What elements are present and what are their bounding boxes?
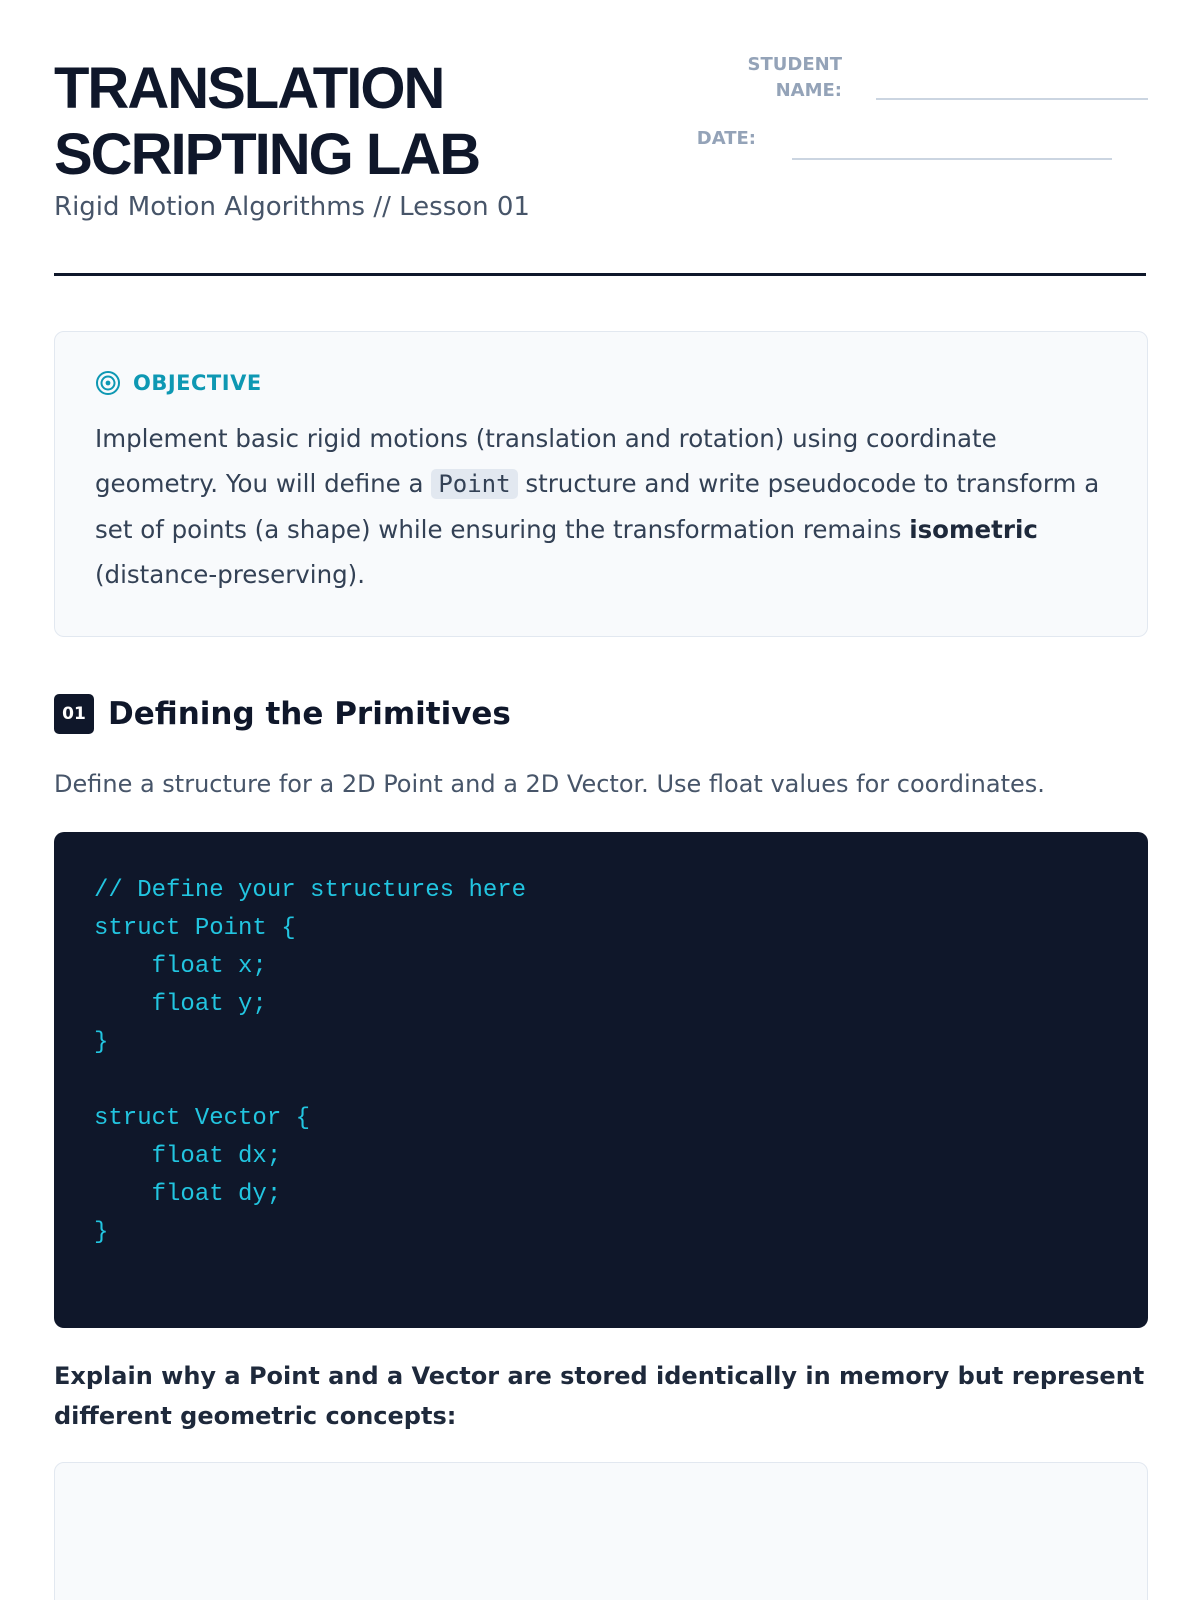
code-editor[interactable] (54, 832, 1148, 1328)
objective-box (54, 331, 1148, 637)
date-label: DATE: (696, 128, 756, 149)
objective-text (95, 416, 1107, 597)
objective-text-part-2: structure and write pseudocode to transform a set of points (a shape) while ensuring the transformation remains (95, 469, 1100, 544)
student-name-label-line-1: STUDENT (747, 54, 842, 75)
page-subtitle: Rigid Motion Algorithms // Lesson 01 (54, 192, 530, 222)
point-code-term: Point (431, 469, 517, 499)
objective-heading-text: OBJECTIVE (133, 371, 262, 395)
objective-text-part-3: (distance-preserving). (95, 560, 366, 589)
question-prompt: Explain why a Point and a Vector are stored identically in memory but represent different geometric concepts: (54, 1362, 1145, 1430)
section-description: Define a structure for a 2D Point and a 2D Vector. Use float values for coordinates. (54, 770, 1045, 798)
target-icon (95, 370, 121, 396)
section-title: Defining the Primitives (108, 696, 511, 732)
student-name-field[interactable] (876, 98, 1148, 100)
title-line-1: TRANSLATION (54, 56, 444, 121)
code-content[interactable]: // Define your structures here struct Point { float x; float y; } struct Vector { float dx; float dy; } (94, 877, 527, 1246)
objective-heading (95, 370, 1107, 396)
answer-textbox[interactable] (54, 1462, 1148, 1600)
student-name-label-line-2: NAME: (775, 80, 842, 101)
isometric-term: isometric (909, 515, 1038, 544)
student-name-label (748, 52, 842, 104)
title-line-2: SCRIPTING LAB (54, 122, 480, 187)
objective-text-part-1: Implement basic rigid motions (translation and rotation) using coordinate geometry. You will define a (95, 424, 997, 498)
page-title (54, 56, 479, 188)
date-field[interactable] (792, 158, 1112, 160)
section-heading (54, 694, 511, 734)
section-number-badge: 01 (54, 694, 94, 734)
worksheet-header (54, 0, 1146, 276)
